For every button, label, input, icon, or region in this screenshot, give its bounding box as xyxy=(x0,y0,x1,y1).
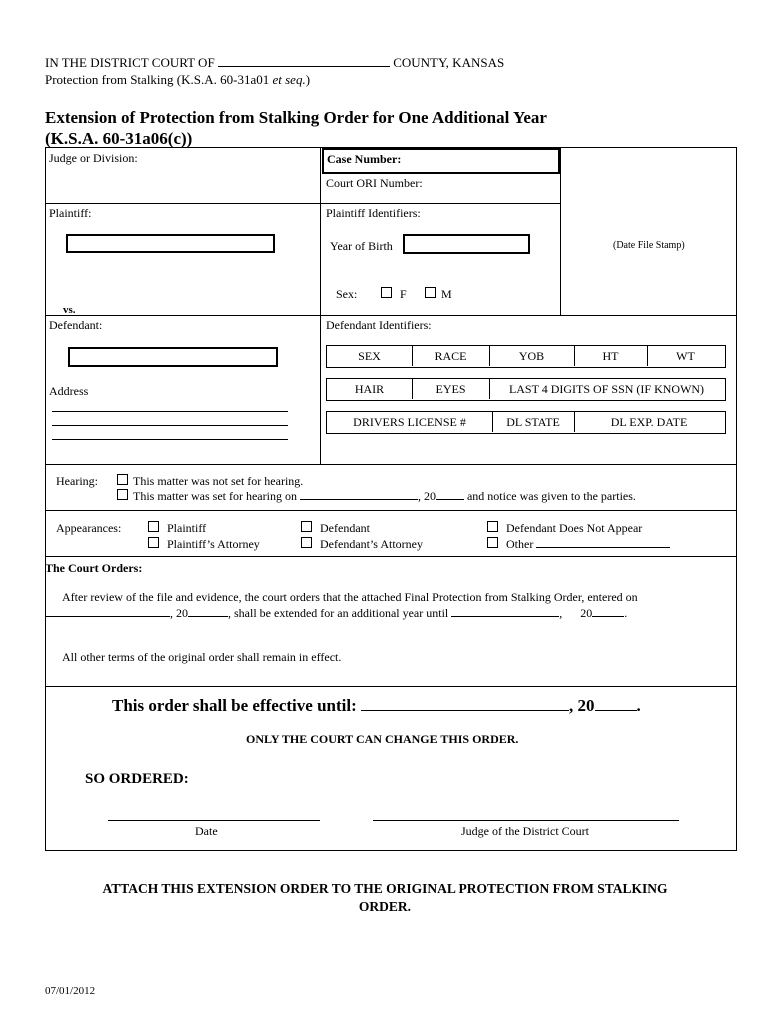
entered-year-blank[interactable] xyxy=(188,616,228,617)
court-line xyxy=(45,55,504,71)
stamp-divider xyxy=(560,147,561,316)
id-row-1 xyxy=(326,345,726,368)
caption-divider xyxy=(320,147,321,464)
statute-line xyxy=(45,72,310,88)
defendant-not-appear-label: Defendant Does Not Appear xyxy=(506,521,643,535)
id-eyes: EYES xyxy=(435,382,466,396)
so-ordered-label: SO ORDERED: xyxy=(85,771,189,787)
defendant-appear-checkbox[interactable] xyxy=(301,521,312,532)
sex-f-checkbox[interactable] xyxy=(381,287,392,298)
caption-line-1 xyxy=(45,203,561,204)
hearing-set-suffix: and notice was given to the parties. xyxy=(466,489,636,503)
date-file-stamp: (Date File Stamp) xyxy=(613,240,685,251)
plaintiff-name-input[interactable] xyxy=(66,234,275,253)
extended-year-prefix: 20 xyxy=(580,606,593,620)
hearing-not-set-label: This matter was not set for hearing. xyxy=(133,474,304,488)
revision-date: 07/01/2012 xyxy=(45,985,96,997)
defendant-name-input[interactable] xyxy=(68,347,278,367)
hearing-divider xyxy=(45,510,737,511)
plaintiff-appear-checkbox[interactable] xyxy=(148,521,159,532)
address-label: Address xyxy=(49,384,89,398)
effective-date-blank[interactable] xyxy=(361,710,569,711)
vs-label: vs. xyxy=(63,304,76,316)
entered-year-prefix: , 20 xyxy=(170,606,188,620)
court-prefix: IN THE DISTRICT COURT OF xyxy=(45,55,215,70)
hearing-set-middle: , 20 xyxy=(417,489,436,503)
id-ssn: LAST 4 DIGITS OF SSN (IF KNOWN) xyxy=(508,382,705,396)
court-orders-para2: All other terms of the original order shall remain in effect. xyxy=(62,650,342,664)
plaintiff-appear-label: Plaintiff xyxy=(167,521,207,535)
court-suffix: COUNTY, KANSAS xyxy=(393,55,505,70)
id-row-3 xyxy=(326,411,726,434)
date-signature-label: Date xyxy=(195,824,218,838)
judge-signature-line[interactable] xyxy=(373,820,679,821)
extended-period: . xyxy=(624,606,628,620)
sex-m-checkbox[interactable] xyxy=(425,287,436,298)
hearing-date-blank[interactable] xyxy=(300,499,418,500)
other-text: Other xyxy=(506,537,534,551)
id-row-2 xyxy=(326,378,726,401)
id-dl-exp: DL EXP. DATE xyxy=(610,415,688,429)
year-of-birth-input[interactable] xyxy=(403,234,530,254)
id-drivers-license: DRIVERS LICENSE # xyxy=(353,415,466,429)
caption-line-3 xyxy=(45,464,737,465)
other-blank[interactable] xyxy=(536,547,670,548)
case-number-label: Case Number: xyxy=(327,152,402,166)
other-checkbox[interactable] xyxy=(487,537,498,548)
court-ori-label: Court ORI Number: xyxy=(326,176,423,190)
id-race: RACE xyxy=(434,349,467,363)
statute-suffix: ) xyxy=(305,72,311,87)
other-label xyxy=(506,537,670,552)
defendant-identifiers-label: Defendant Identifiers: xyxy=(326,318,432,332)
plaintiff-attorney-checkbox[interactable] xyxy=(148,537,159,548)
hearing-set-prefix: This matter was set for hearing on xyxy=(133,489,297,503)
only-court-notice: ONLY THE COURT CAN CHANGE THIS ORDER. xyxy=(246,732,519,746)
id-dl-state: DL STATE xyxy=(506,415,560,429)
extended-until-text: , shall be extended for an additional year until xyxy=(228,606,449,620)
hearing-set-checkbox[interactable] xyxy=(117,489,128,500)
court-orders-heading: The Court Orders: xyxy=(45,561,143,575)
effective-line xyxy=(112,696,641,716)
defendant-attorney-checkbox[interactable] xyxy=(301,537,312,548)
defendant-not-appear-checkbox[interactable] xyxy=(487,521,498,532)
sex-label: Sex: xyxy=(336,287,358,301)
caption-line-2 xyxy=(45,315,737,316)
sex-f-label: F xyxy=(400,287,407,301)
plaintiff-attorney-label: Plaintiff’s Attorney xyxy=(167,537,260,551)
effective-label: This order shall be effective until: xyxy=(112,696,357,715)
appearances-divider xyxy=(45,556,737,557)
hearing-not-set-checkbox[interactable] xyxy=(117,474,128,485)
address-line-1[interactable] xyxy=(52,411,288,412)
orders-divider xyxy=(45,686,737,687)
judge-signature-label: Judge of the District Court xyxy=(461,824,589,838)
attach-note-line2: ORDER. xyxy=(358,899,412,914)
hearing-year-blank[interactable] xyxy=(436,499,464,500)
attach-note-line1: ATTACH THIS EXTENSION ORDER TO THE ORIGINAL PROTECTION FROM STALKING xyxy=(102,881,668,896)
extended-comma: , xyxy=(559,606,563,620)
id-yob: YOB xyxy=(518,349,545,363)
effective-year-prefix: , 20 xyxy=(569,696,595,715)
entered-date-blank[interactable] xyxy=(45,616,170,617)
extended-date-blank[interactable] xyxy=(451,616,559,617)
plaintiff-identifiers-label: Plaintiff Identifiers: xyxy=(326,206,421,220)
address-line-2[interactable] xyxy=(52,425,288,426)
plaintiff-label: Plaintiff: xyxy=(49,206,92,220)
judge-division-label: Judge or Division: xyxy=(49,151,138,165)
appearances-label: Appearances: xyxy=(56,521,122,535)
year-of-birth-label: Year of Birth xyxy=(330,239,393,253)
id-sex: SEX xyxy=(358,349,381,363)
court-orders-para1-line2 xyxy=(45,606,627,621)
defendant-label: Defendant: xyxy=(49,318,103,332)
effective-year-blank[interactable] xyxy=(595,710,637,711)
defendant-appear-label: Defendant xyxy=(320,521,370,535)
effective-period: . xyxy=(636,696,641,715)
extended-year-blank[interactable] xyxy=(592,616,624,617)
date-signature-line[interactable] xyxy=(108,820,320,821)
page-title: Extension of Protection from Stalking Order for One Additional Year xyxy=(45,108,547,127)
sex-m-label: M xyxy=(441,287,452,301)
page-title-statute: (K.S.A. 60-31a06(c)) xyxy=(45,129,193,148)
id-ht: HT xyxy=(602,349,619,363)
court-orders-para1-line1: After review of the file and evidence, the court orders that the attached Final Protection from Stalking Order, entered on xyxy=(62,590,638,604)
county-blank[interactable] xyxy=(218,66,390,67)
address-line-3[interactable] xyxy=(52,439,288,440)
hearing-label: Hearing: xyxy=(56,474,98,488)
statute-italic: et seq. xyxy=(272,72,306,87)
id-hair: HAIR xyxy=(354,382,385,396)
hearing-set-line xyxy=(133,489,636,504)
statute-prefix: Protection from Stalking (K.S.A. 60-31a01 xyxy=(45,72,273,87)
defendant-attorney-label: Defendant’s Attorney xyxy=(320,537,423,551)
id-wt: WT xyxy=(676,349,695,363)
